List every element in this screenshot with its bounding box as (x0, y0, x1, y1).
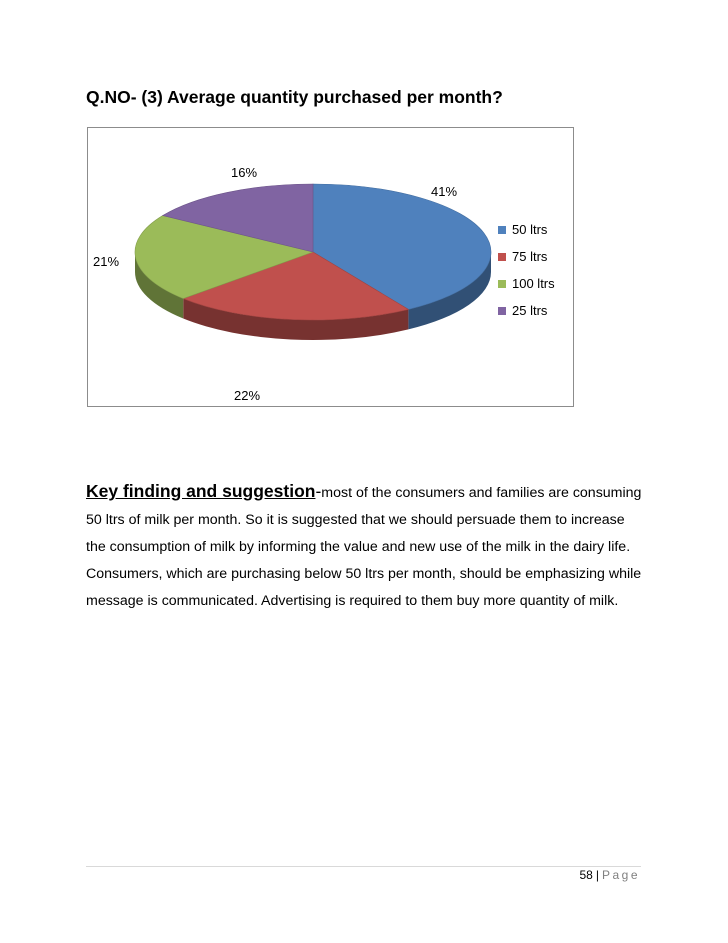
slice-label-25-ltrs: 16% (231, 165, 258, 180)
legend-swatch (498, 280, 506, 288)
page-word: Page (601, 868, 640, 882)
pie-chart (87, 127, 574, 407)
finding-text: most of the consumers and families are consuming 50 ltrs of milk per month. So it is suggested that we should persuade them to increase the consumption of milk by informing the value and new use of the milk in the dairy life. Consumers, which are purchasing below 50 ltrs per month, should be emphasizing while message is communicated. Advertising is required to them buy more quantity of milk. (86, 485, 642, 609)
legend-swatch (498, 307, 506, 315)
footer-separator: | (595, 868, 599, 882)
footer-divider (86, 866, 641, 867)
legend-label: 75 ltrs (512, 249, 548, 264)
chart-legend (498, 216, 555, 324)
key-finding-paragraph (86, 478, 646, 615)
legend-item-50-ltrs (498, 216, 555, 243)
page-number: 58 (579, 868, 593, 882)
slice-label-50-ltrs: 41% (431, 184, 458, 199)
finding-heading: Key finding and suggestion (86, 481, 316, 501)
legend-item-100-ltrs (498, 270, 555, 297)
question-heading: Q.NO- (3) Average quantity purchased per month? (86, 87, 503, 107)
legend-item-75-ltrs (498, 243, 555, 270)
legend-label: 100 ltrs (512, 276, 555, 291)
legend-swatch (498, 226, 506, 234)
legend-swatch (498, 253, 506, 261)
legend-label: 50 ltrs (512, 222, 548, 237)
slice-label-100-ltrs: 21% (93, 254, 120, 269)
legend-label: 25 ltrs (512, 303, 548, 318)
pie-slices (135, 184, 491, 320)
slice-label-75-ltrs: 22% (234, 388, 261, 403)
finding-dash: - (315, 481, 322, 501)
legend-item-25-ltrs (498, 297, 555, 324)
page-footer (579, 868, 640, 882)
